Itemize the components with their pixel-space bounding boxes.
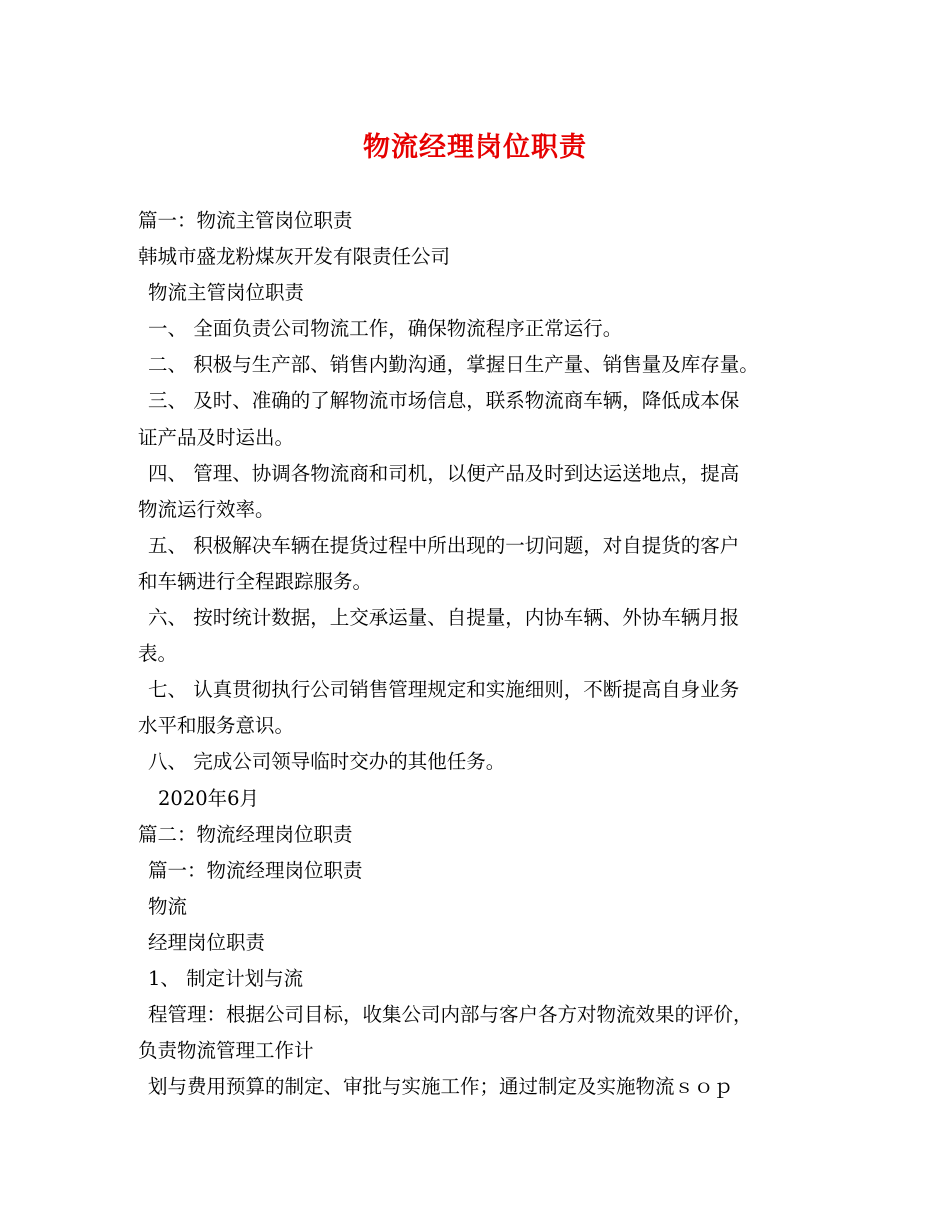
duty-item: 六、 按时统计数据，上交承运量、自提量，内协车辆、外协车辆月报 [148, 606, 740, 630]
duty-item-continued: 证产品及时运出。 [138, 425, 295, 449]
duty-item: 八、 完成公司领导临时交办的其他任务。 [148, 750, 506, 774]
duty-item-continued: 表。 [138, 642, 178, 666]
company-name: 韩城市盛龙粉煤灰开发有限责任公司 [138, 245, 451, 269]
document-title: 物流经理岗位职责 [363, 132, 587, 163]
duty-item: 五、 积极解决车辆在提货过程中所出现的一切问题，对自提货的客户 [148, 533, 740, 557]
document-body [138, 203, 838, 1105]
duty-item: 一、 全面负责公司物流工作，确保物流程序正常运行。 [148, 317, 623, 341]
subsection-heading: 篇一：物流经理岗位职责 [148, 858, 363, 882]
section-heading: 篇二：物流经理岗位职责 [138, 822, 353, 846]
section-heading: 篇一：物流主管岗位职责 [138, 209, 353, 232]
duty-item: 七、 认真贯彻执行公司销售管理规定和实施细则，不断提高自身业务 [148, 678, 740, 702]
text-line: 经理岗位职责 [148, 930, 266, 954]
text-line: 负责物流管理工作计 [138, 1039, 314, 1063]
duty-item-continued: 水平和服务意识。 [138, 714, 295, 738]
date-line: 2020年6月 [158, 786, 260, 810]
subsection-heading: 物流主管岗位职责 [148, 281, 305, 305]
duty-item: 1、 制定计划与流 [148, 966, 304, 990]
duty-item: 二、 积极与生产部、销售内勤沟通，掌握日生产量、销售量及库存量。 [148, 353, 759, 377]
text-line: 物流 [148, 894, 188, 918]
text-line: 划与费用预算的制定、审批与实施工作；通过制定及实施物流ｓｏｐ [148, 1075, 734, 1099]
text-line: 程管理：根据公司目标，收集公司内部与客户各方对物流效果的评价， [148, 1003, 753, 1027]
duty-item: 三、 及时、准确的了解物流市场信息，联系物流商车辆，降低成本保 [148, 389, 740, 413]
duty-item-continued: 物流运行效率。 [138, 497, 275, 521]
duty-item: 四、 管理、协调各物流商和司机，以便产品及时到达运送地点，提高 [148, 461, 740, 485]
duty-item-continued: 和车辆进行全程跟踪服务。 [138, 569, 373, 593]
